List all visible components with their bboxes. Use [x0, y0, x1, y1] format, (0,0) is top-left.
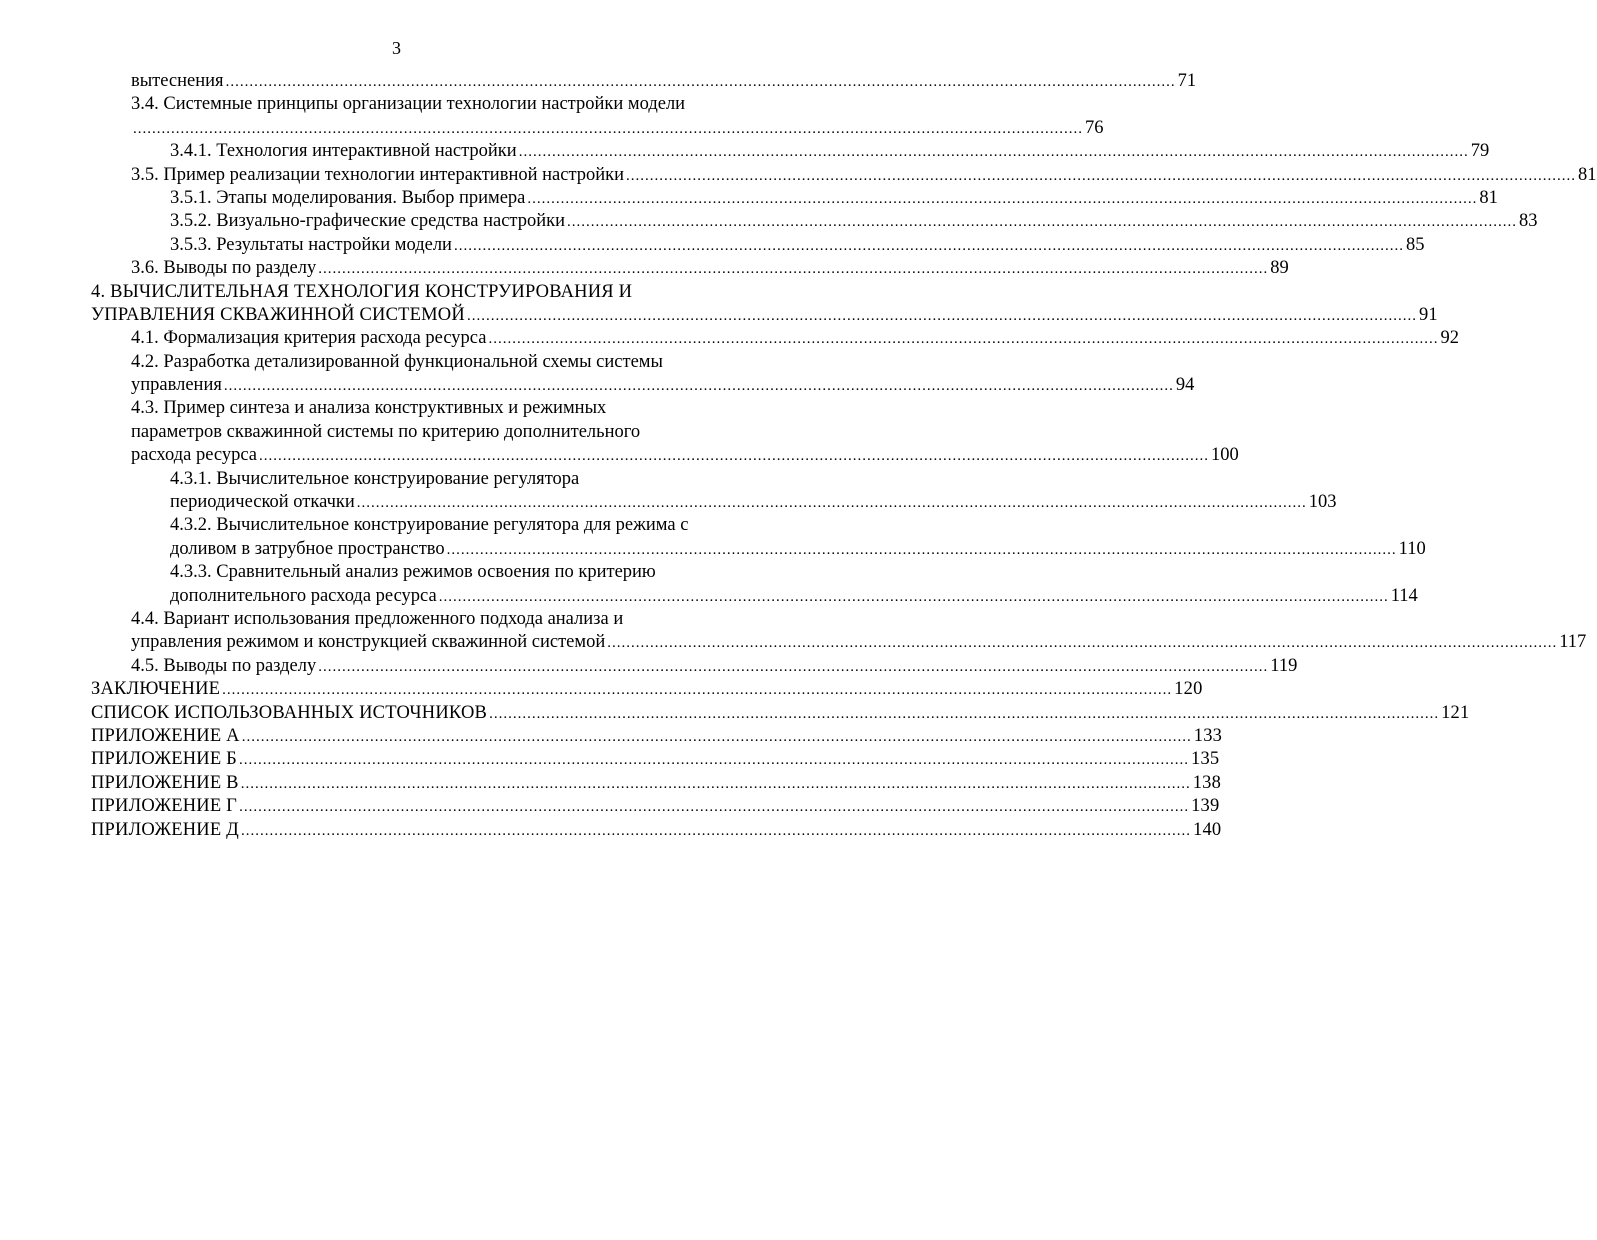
toc-entry-title: СПИСОК ИСПОЛЬЗОВАННЫХ ИСТОЧНИКОВ — [91, 702, 488, 723]
toc-entry-page: 139 — [1191, 796, 1220, 817]
toc-entry-title: ПРИЛОЖЕНИЕ Б — [91, 749, 238, 770]
toc-entry-title: ЗАКЛЮЧЕНИЕ — [91, 679, 221, 700]
toc-entry-title: ПРИЛОЖЕНИЕ В — [91, 772, 239, 793]
toc-entry — [170, 468, 718, 491]
toc-entry — [91, 678, 1203, 701]
toc-entry-title: дополнительного расхода ресурса — [170, 585, 437, 606]
toc-entry-title: УПРАВЛЕНИЯ СКВАЖИННОЙ СИСТЕМОЙ — [91, 304, 465, 325]
toc-entry-page: 140 — [1193, 819, 1222, 840]
toc-entry-title: 4.4. Вариант использования предложенного подхода анализа и — [131, 608, 624, 629]
toc-entry — [131, 374, 1195, 397]
dot-leader: ........................................................................................................................................................................................................ — [133, 120, 1083, 137]
toc-entry-page: 79 — [1470, 141, 1490, 162]
toc-entry-title: 4.3.3. Сравнительный анализ режимов освоения по критерию — [170, 562, 656, 583]
toc-entry — [131, 444, 1239, 467]
toc-entry-title: 3.5.2. Визуально-графические средства настройки — [170, 211, 566, 232]
toc-entry-title: доливом в затрубное пространство — [170, 538, 445, 559]
toc-entry-page: 89 — [1270, 258, 1289, 279]
dot-leader: ........................................................................................................................................................................................................ — [527, 190, 1478, 207]
dot-leader: ........................................................................................................................................................................................................ — [241, 728, 1192, 745]
toc-entry-title: ПРИЛОЖЕНИЕ А — [91, 725, 240, 746]
toc-entry-page: 138 — [1192, 772, 1222, 793]
toc-entry — [170, 585, 1418, 608]
toc-entry — [131, 164, 1597, 187]
toc-entry-title: 3.5.3. Результаты настройки модели — [170, 234, 452, 255]
toc-entry-page: 91 — [1418, 304, 1438, 325]
toc-entry — [170, 210, 1538, 233]
toc-entry — [170, 187, 1498, 210]
toc-entry-title: вытеснения — [131, 71, 224, 91]
toc-entry — [170, 514, 718, 537]
toc-entry-title: 4.3.1. Вычислительное конструирование регулятора — [170, 468, 580, 489]
toc-entry-page: 121 — [1441, 702, 1470, 723]
toc-entry-page: 117 — [1559, 632, 1587, 653]
toc-entry-page: 81 — [1578, 164, 1597, 185]
toc-entry-title: 4.3.2. Вычислительное конструирование регулятора для режима с — [170, 515, 689, 536]
toc-entry-page: 76 — [1085, 117, 1104, 138]
toc-entry — [170, 234, 1425, 257]
toc-entry — [91, 819, 1222, 842]
toc-entry-title: 4. ВЫЧИСЛИТЕЛЬНАЯ ТЕХНОЛОГИЯ КОНСТРУИРОВАНИЯ И — [91, 281, 633, 302]
toc-entry-page: 71 — [1177, 71, 1197, 91]
dot-leader: ........................................................................................................................................................................................................ — [466, 307, 1417, 324]
toc-entry — [131, 117, 1104, 140]
dot-leader: ........................................................................................................................................................................................................ — [607, 635, 1558, 652]
toc-entry-title: параметров скважинной системы по критерию дополнительного — [131, 421, 641, 442]
toc-entry — [170, 140, 1490, 163]
toc-entry — [91, 795, 1220, 818]
toc-entry-page: 81 — [1479, 187, 1498, 208]
toc-entry-page: 120 — [1174, 679, 1203, 700]
toc-entry — [131, 631, 1587, 654]
toc-entry-title: 3.4.1. Технология интерактивной настройки — [170, 141, 517, 162]
dot-leader: ........................................................................................................................................................................................................ — [488, 331, 1439, 348]
dot-leader: ........................................................................................................................................................................................................ — [356, 495, 1307, 512]
table-of-contents — [0, 70, 1597, 842]
toc-entry — [131, 257, 1289, 280]
toc-entry — [91, 772, 1222, 795]
toc-entry-title: управления — [131, 375, 222, 396]
toc-entry-title: 4.1. Формализация критерия расхода ресурса — [131, 328, 487, 349]
toc-entry — [131, 421, 718, 444]
toc-entry — [131, 93, 718, 116]
toc-entry-title: 3.5. Пример реализации технологии интерактивной настройки — [131, 164, 625, 185]
toc-entry-title: управления режимом и конструкцией скважинной системой — [131, 632, 606, 653]
dot-leader: ........................................................................................................................................................................................................ — [453, 237, 1404, 254]
dot-leader: ........................................................................................................................................................................................................ — [222, 682, 1173, 699]
toc-entry-title: 4.3. Пример синтеза и анализа конструктивных и режимных — [131, 398, 607, 419]
toc-entry-page: 85 — [1405, 234, 1425, 255]
dot-leader: ........................................................................................................................................................................................................ — [318, 261, 1269, 278]
toc-entry-title: периодической откачки — [170, 492, 355, 513]
toc-entry-page: 92 — [1440, 328, 1459, 349]
dot-leader: ........................................................................................................................................................................................................ — [626, 167, 1577, 184]
dot-leader: ........................................................................................................................................................................................................ — [240, 775, 1191, 792]
toc-entry-page: 83 — [1519, 211, 1538, 232]
toc-entry-title: 3.6. Выводы по разделу — [131, 258, 317, 279]
toc-entry-page: 114 — [1390, 585, 1418, 606]
dot-leader: ........................................................................................................................................................................................................ — [567, 214, 1518, 231]
toc-entry — [170, 538, 1426, 561]
dot-leader: ........................................................................................................................................................................................................ — [239, 799, 1190, 816]
toc-entry — [91, 725, 1223, 748]
toc-entry — [91, 281, 718, 304]
toc-entry-page: 100 — [1210, 445, 1239, 466]
toc-entry-page: 119 — [1270, 655, 1298, 676]
toc-entry — [170, 491, 1337, 514]
toc-entry — [131, 70, 1197, 93]
dot-leader: ........................................................................................................................................................................................................ — [318, 658, 1269, 675]
dot-leader: ........................................................................................................................................................................................................ — [223, 378, 1174, 395]
dot-leader: ........................................................................................................................................................................................................ — [489, 705, 1440, 722]
toc-entry-page: 133 — [1193, 725, 1223, 746]
toc-entry — [131, 351, 718, 374]
toc-entry-title: 4.2. Разработка детализированной функциональной схемы системы — [131, 351, 663, 372]
toc-entry — [131, 327, 1459, 350]
toc-entry-title: 3.5.1. Этапы моделирования. Выбор примера — [170, 187, 526, 208]
page-number: 3 — [392, 38, 401, 58]
toc-entry-title: 3.4. Системные принципы организации технологии настройки модели — [131, 94, 686, 115]
dot-leader: ........................................................................................................................................................................................................ — [258, 448, 1209, 465]
toc-entry — [131, 608, 718, 631]
toc-entry-title: ПРИЛОЖЕНИЕ Д — [91, 819, 239, 840]
dot-leader: ........................................................................................................................................................................................................ — [518, 144, 1469, 161]
toc-entry-title: ПРИЛОЖЕНИЕ Г — [91, 796, 238, 817]
dot-leader: ........................................................................................................................................................................................................ — [225, 74, 1176, 90]
toc-entry-page: 135 — [1191, 749, 1220, 770]
dot-leader: ........................................................................................................................................................................................................ — [239, 752, 1190, 769]
toc-entry — [131, 397, 718, 420]
toc-entry-page: 103 — [1308, 492, 1337, 513]
toc-entry-page: 110 — [1398, 538, 1426, 559]
toc-entry — [170, 561, 718, 584]
toc-entry-page: 94 — [1175, 375, 1195, 396]
toc-entry — [91, 748, 1220, 771]
dot-leader: ........................................................................................................................................................................................................ — [446, 541, 1397, 558]
dot-leader: ........................................................................................................................................................................................................ — [438, 588, 1389, 605]
toc-entry — [91, 304, 1438, 327]
dot-leader: ........................................................................................................................................................................................................ — [241, 822, 1191, 839]
toc-entry-title: 4.5. Выводы по разделу — [131, 655, 317, 676]
toc-entry-title: расхода ресурса — [131, 445, 257, 466]
toc-entry — [131, 655, 1298, 678]
toc-entry — [91, 702, 1470, 725]
